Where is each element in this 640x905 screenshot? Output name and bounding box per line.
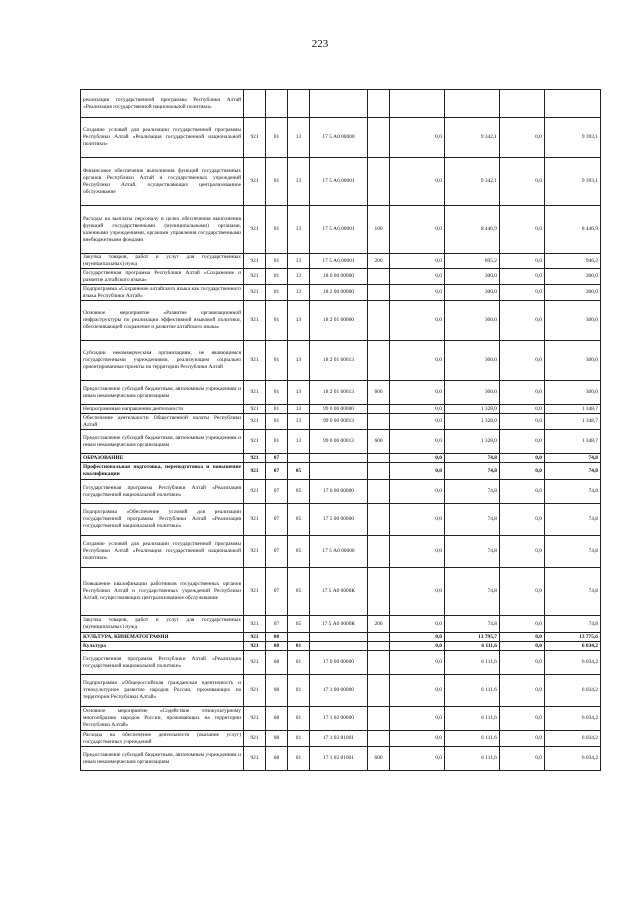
row-name-cell: Предоставление субсидий бюджетным, автономным учреждениям и иным некоммерческим организациям bbox=[81, 430, 244, 454]
amount-4-cell: 74,8 bbox=[545, 616, 601, 633]
row-name-cell: Предоставление субсидий бюджетным, автономным учреждениям и иным некоммерческим организациям bbox=[81, 381, 244, 405]
amount-4-cell: 300,0 bbox=[545, 341, 601, 381]
row-name-cell: Предоставление субсидий бюджетным, автономным учреждениям и иным некоммерческим организациям bbox=[81, 747, 244, 771]
table-row bbox=[81, 269, 601, 285]
amount-3-cell: 0,0 bbox=[500, 118, 545, 158]
expense-type-cell bbox=[368, 480, 390, 504]
ministry-code-cell: 921 bbox=[244, 651, 266, 675]
amount-4-cell: 13 775,6 bbox=[545, 633, 601, 642]
expense-type-cell: 200 bbox=[368, 616, 390, 633]
subsection-code-cell: 13 bbox=[288, 206, 310, 254]
section-code-cell: 01 bbox=[266, 405, 288, 414]
ministry-code-cell: 921 bbox=[244, 341, 266, 381]
page-number: 223 bbox=[311, 38, 329, 50]
amount-1-cell: 0,0 bbox=[390, 454, 445, 463]
section-code-cell: 01 bbox=[266, 118, 288, 158]
section-code-cell: 07 bbox=[266, 536, 288, 568]
expense-type-cell: 600 bbox=[368, 381, 390, 405]
amount-1-cell: 0,0 bbox=[390, 633, 445, 642]
subsection-code-cell: 01 bbox=[288, 747, 310, 771]
expense-type-cell bbox=[368, 731, 390, 747]
subsection-code-cell: 05 bbox=[288, 480, 310, 504]
row-name-cell: Расходы на обеспечение деятельности (оказание услуг) государственных учреждений bbox=[81, 731, 244, 747]
amount-3-cell: 0,0 bbox=[500, 707, 545, 731]
table-row bbox=[81, 405, 601, 414]
section-code-cell: 08 bbox=[266, 731, 288, 747]
amount-1-cell: 0,0 bbox=[390, 651, 445, 675]
amount-2-cell: 300,0 bbox=[445, 285, 500, 301]
subsection-code-cell: 13 bbox=[288, 341, 310, 381]
expense-type-cell: 200 bbox=[368, 254, 390, 269]
row-name-cell: Субсидии некоммерческим организациям, не являющимся государственными учреждениями, реализующим социально ориентированные проекты на территории Республики Алтай bbox=[81, 341, 244, 381]
amount-4-cell: 9 393,1 bbox=[545, 158, 601, 206]
amount-3-cell: 0,0 bbox=[500, 633, 545, 642]
amount-3-cell: 0,0 bbox=[500, 414, 545, 430]
expense-type-cell bbox=[368, 405, 390, 414]
target-article-cell: 17 5 А0 00000 bbox=[310, 536, 368, 568]
amount-1-cell: 0,0 bbox=[390, 254, 445, 269]
amount-3-cell: 0,0 bbox=[500, 480, 545, 504]
amount-2-cell: 300,0 bbox=[445, 381, 500, 405]
amount-3-cell: 0,0 bbox=[500, 504, 545, 536]
table-row bbox=[81, 381, 601, 405]
target-article-cell bbox=[310, 454, 368, 463]
ministry-code-cell bbox=[244, 90, 266, 118]
subsection-code-cell: 05 bbox=[288, 504, 310, 536]
section-code-cell: 08 bbox=[266, 642, 288, 651]
amount-4-cell: 74,8 bbox=[545, 463, 601, 480]
expense-type-cell bbox=[368, 90, 390, 118]
amount-2-cell: 74,8 bbox=[445, 504, 500, 536]
table-row bbox=[81, 651, 601, 675]
row-name-cell: Создание условий для реализации государственной программы Республики Алтай «Реализация государственной национальной политики» bbox=[81, 536, 244, 568]
ministry-code-cell: 921 bbox=[244, 707, 266, 731]
row-name-cell: КУЛЬТУРА, КИНЕМАТОГРАФИЯ bbox=[81, 633, 244, 642]
expense-type-cell bbox=[368, 269, 390, 285]
amount-2-cell bbox=[445, 90, 500, 118]
ministry-code-cell: 921 bbox=[244, 642, 266, 651]
amount-4-cell: 6 034,2 bbox=[545, 747, 601, 771]
expense-type-cell bbox=[368, 504, 390, 536]
target-article-cell bbox=[310, 642, 368, 651]
amount-4-cell: 9 393,1 bbox=[545, 118, 601, 158]
table-row bbox=[81, 285, 601, 301]
row-name-cell: Основное мероприятие «Содействие этнокультурному многообразию народов России, проживающих на территории Республики Алтай» bbox=[81, 707, 244, 731]
table-row bbox=[81, 206, 601, 254]
amount-2-cell: 6 111,6 bbox=[445, 675, 500, 707]
ministry-code-cell: 921 bbox=[244, 118, 266, 158]
amount-4-cell: 8 446,9 bbox=[545, 206, 601, 254]
amount-1-cell: 0,0 bbox=[390, 707, 445, 731]
amount-4-cell: 74,8 bbox=[545, 480, 601, 504]
subsection-code-cell: 13 bbox=[288, 301, 310, 341]
amount-1-cell: 0,0 bbox=[390, 269, 445, 285]
amount-1-cell: 0,0 bbox=[390, 616, 445, 633]
amount-2-cell: 6 111,6 bbox=[445, 707, 500, 731]
amount-4-cell: 6 034,2 bbox=[545, 642, 601, 651]
amount-1-cell: 0,0 bbox=[390, 536, 445, 568]
section-code-cell: 07 bbox=[266, 480, 288, 504]
expense-type-cell bbox=[368, 675, 390, 707]
ministry-code-cell: 921 bbox=[244, 675, 266, 707]
amount-2-cell: 74,8 bbox=[445, 480, 500, 504]
target-article-cell: 18 2 00 00000 bbox=[310, 285, 368, 301]
amount-2-cell: 895,2 bbox=[445, 254, 500, 269]
section-code-cell: 01 bbox=[266, 206, 288, 254]
table-row bbox=[81, 158, 601, 206]
target-article-cell: 17 5 А0 0000К bbox=[310, 568, 368, 616]
section-code-cell bbox=[266, 90, 288, 118]
row-name-cell: Непрограммные направления деятельности bbox=[81, 405, 244, 414]
row-name-cell: Основное мероприятие «Развитие организационной инфраструктуры по реализации эффективной языковой политики, обеспечивающей сохранение и развитие алтайского языка» bbox=[81, 301, 244, 341]
target-article-cell: 99 0 00 00013 bbox=[310, 430, 368, 454]
amount-4-cell: 6 034,2 bbox=[545, 651, 601, 675]
expense-type-cell: 600 bbox=[368, 430, 390, 454]
amount-4-cell: 6 034,2 bbox=[545, 675, 601, 707]
amount-1-cell: 0,0 bbox=[390, 747, 445, 771]
section-code-cell: 01 bbox=[266, 285, 288, 301]
amount-2-cell: 6 111,6 bbox=[445, 651, 500, 675]
amount-1-cell: 0,0 bbox=[390, 414, 445, 430]
amount-1-cell: 0,0 bbox=[390, 405, 445, 414]
expense-type-cell bbox=[368, 463, 390, 480]
amount-3-cell: 0,0 bbox=[500, 454, 545, 463]
amount-4-cell: 74,8 bbox=[545, 568, 601, 616]
target-article-cell bbox=[310, 463, 368, 480]
row-name-cell: Государственная программа Республики Алтай «Реализация государственной национальной политики» bbox=[81, 480, 244, 504]
expense-type-cell bbox=[368, 118, 390, 158]
amount-1-cell: 0,0 bbox=[390, 731, 445, 747]
amount-2-cell: 300,0 bbox=[445, 269, 500, 285]
target-article-cell: 17 5 А0 00001 bbox=[310, 206, 368, 254]
amount-2-cell: 74,8 bbox=[445, 616, 500, 633]
expense-type-cell bbox=[368, 536, 390, 568]
subsection-code-cell bbox=[288, 633, 310, 642]
section-code-cell: 08 bbox=[266, 675, 288, 707]
row-name-cell: Обеспечение деятельности Общественной палаты Республики Алтай bbox=[81, 414, 244, 430]
target-article-cell: 18 2 01 00000 bbox=[310, 301, 368, 341]
target-article-cell: 17 1 02 81001 bbox=[310, 747, 368, 771]
section-code-cell: 08 bbox=[266, 633, 288, 642]
amount-3-cell: 0,0 bbox=[500, 568, 545, 616]
subsection-code-cell bbox=[288, 90, 310, 118]
table-row bbox=[81, 430, 601, 454]
amount-3-cell: 0,0 bbox=[500, 341, 545, 381]
amount-2-cell: 1 328,0 bbox=[445, 405, 500, 414]
table-row bbox=[81, 414, 601, 430]
target-article-cell: 18 0 00 00000 bbox=[310, 269, 368, 285]
amount-3-cell: 0,0 bbox=[500, 651, 545, 675]
ministry-code-cell: 921 bbox=[244, 633, 266, 642]
amount-3-cell: 0,0 bbox=[500, 642, 545, 651]
section-code-cell: 01 bbox=[266, 430, 288, 454]
table-row bbox=[81, 463, 601, 480]
amount-4-cell: 74,8 bbox=[545, 504, 601, 536]
row-name-cell: Закупка товаров, работ и услуг для государственных (муниципальных) нужд bbox=[81, 254, 244, 269]
subsection-code-cell: 13 bbox=[288, 269, 310, 285]
subsection-code-cell bbox=[288, 454, 310, 463]
section-code-cell: 07 bbox=[266, 568, 288, 616]
amount-1-cell: 0,0 bbox=[390, 206, 445, 254]
amount-3-cell: 0,0 bbox=[500, 405, 545, 414]
table-row bbox=[81, 731, 601, 747]
amount-3-cell: 0,0 bbox=[500, 747, 545, 771]
row-name-cell: ОБРАЗОВАНИЕ bbox=[81, 454, 244, 463]
table-row bbox=[81, 568, 601, 616]
expense-type-cell bbox=[368, 341, 390, 381]
amount-4-cell: 300,0 bbox=[545, 285, 601, 301]
table-row bbox=[81, 118, 601, 158]
amount-2-cell: 13 795,7 bbox=[445, 633, 500, 642]
subsection-code-cell: 01 bbox=[288, 731, 310, 747]
amount-2-cell: 74,8 bbox=[445, 536, 500, 568]
row-name-cell: реализации государственной программы Республики Алтай «Реализация государственной национальной политики» bbox=[81, 90, 244, 118]
amount-4-cell: 74,8 bbox=[545, 536, 601, 568]
table-row bbox=[81, 642, 601, 651]
amount-2-cell: 300,0 bbox=[445, 301, 500, 341]
section-code-cell: 08 bbox=[266, 707, 288, 731]
subsection-code-cell: 01 bbox=[288, 651, 310, 675]
expense-type-cell bbox=[368, 707, 390, 731]
ministry-code-cell: 921 bbox=[244, 158, 266, 206]
amount-4-cell: 6 034,2 bbox=[545, 731, 601, 747]
amount-3-cell: 0,0 bbox=[500, 463, 545, 480]
ministry-code-cell: 921 bbox=[244, 616, 266, 633]
target-article-cell: 99 0 00 00013 bbox=[310, 414, 368, 430]
amount-3-cell: 0,0 bbox=[500, 269, 545, 285]
section-code-cell: 08 bbox=[266, 651, 288, 675]
subsection-code-cell: 01 bbox=[288, 707, 310, 731]
table-row bbox=[81, 675, 601, 707]
ministry-code-cell: 921 bbox=[244, 381, 266, 405]
subsection-code-cell: 13 bbox=[288, 285, 310, 301]
target-article-cell: 18 2 01 60013 bbox=[310, 381, 368, 405]
expense-type-cell: 600 bbox=[368, 747, 390, 771]
ministry-code-cell: 921 bbox=[244, 463, 266, 480]
amount-3-cell: 0,0 bbox=[500, 675, 545, 707]
ministry-code-cell: 921 bbox=[244, 285, 266, 301]
row-name-cell: Подпрограмма «Общероссийская гражданская идентичность и этнокультурное развитие народов России, проживающих на территории Республики Алтай» bbox=[81, 675, 244, 707]
amount-2-cell: 6 111,6 bbox=[445, 642, 500, 651]
table-row bbox=[81, 536, 601, 568]
section-code-cell: 01 bbox=[266, 341, 288, 381]
amount-4-cell: 300,0 bbox=[545, 269, 601, 285]
amount-2-cell: 1 328,0 bbox=[445, 414, 500, 430]
amount-1-cell: 0,0 bbox=[390, 341, 445, 381]
amount-3-cell: 0,0 bbox=[500, 731, 545, 747]
target-article-cell: 18 2 01 60013 bbox=[310, 341, 368, 381]
row-name-cell: Культура bbox=[81, 642, 244, 651]
amount-2-cell: 74,8 bbox=[445, 454, 500, 463]
target-article-cell: 17 0 00 00000 bbox=[310, 651, 368, 675]
target-article-cell: 17 1 00 00000 bbox=[310, 675, 368, 707]
subsection-code-cell: 01 bbox=[288, 675, 310, 707]
row-name-cell: Государственная программа Республики Алтай «Реализация государственной национальной политики» bbox=[81, 651, 244, 675]
amount-4-cell: 74,8 bbox=[545, 454, 601, 463]
amount-3-cell: 0,0 bbox=[500, 430, 545, 454]
ministry-code-cell: 921 bbox=[244, 206, 266, 254]
ministry-code-cell: 921 bbox=[244, 480, 266, 504]
table-row bbox=[81, 747, 601, 771]
amount-2-cell: 6 111,6 bbox=[445, 747, 500, 771]
section-code-cell: 08 bbox=[266, 747, 288, 771]
amount-3-cell: 0,0 bbox=[500, 381, 545, 405]
table-row bbox=[81, 480, 601, 504]
amount-1-cell: 0,0 bbox=[390, 118, 445, 158]
amount-3-cell: 0,0 bbox=[500, 285, 545, 301]
amount-2-cell: 1 328,0 bbox=[445, 430, 500, 454]
ministry-code-cell: 921 bbox=[244, 536, 266, 568]
target-article-cell: 17 5 А0 0000К bbox=[310, 616, 368, 633]
section-code-cell: 01 bbox=[266, 254, 288, 269]
section-code-cell: 01 bbox=[266, 381, 288, 405]
row-name-cell: Расходы на выплаты персоналу в целях обеспечения выполнения функций государственными (муниципальными) органами, казенными учреждениями, органами управления государственными внебюджетными фондами bbox=[81, 206, 244, 254]
subsection-code-cell: 13 bbox=[288, 414, 310, 430]
expense-type-cell bbox=[368, 454, 390, 463]
amount-3-cell: 0,0 bbox=[500, 301, 545, 341]
amount-2-cell: 9 342,1 bbox=[445, 118, 500, 158]
amount-4-cell: 300,0 bbox=[545, 301, 601, 341]
target-article-cell: 17 1 02 81001 bbox=[310, 731, 368, 747]
expense-type-cell bbox=[368, 158, 390, 206]
amount-2-cell: 8 446,9 bbox=[445, 206, 500, 254]
expense-type-cell bbox=[368, 642, 390, 651]
table-row bbox=[81, 504, 601, 536]
ministry-code-cell: 921 bbox=[244, 504, 266, 536]
ministry-code-cell: 921 bbox=[244, 301, 266, 341]
amount-2-cell: 74,8 bbox=[445, 568, 500, 616]
ministry-code-cell: 921 bbox=[244, 269, 266, 285]
table-row bbox=[81, 90, 601, 118]
section-code-cell: 01 bbox=[266, 414, 288, 430]
table-row bbox=[81, 301, 601, 341]
subsection-code-cell: 13 bbox=[288, 158, 310, 206]
amount-1-cell: 0,0 bbox=[390, 568, 445, 616]
ministry-code-cell: 921 bbox=[244, 568, 266, 616]
section-code-cell: 01 bbox=[266, 269, 288, 285]
target-article-cell bbox=[310, 90, 368, 118]
section-code-cell: 01 bbox=[266, 158, 288, 206]
ministry-code-cell: 921 bbox=[244, 405, 266, 414]
table-row bbox=[81, 707, 601, 731]
amount-1-cell: 0,0 bbox=[390, 463, 445, 480]
amount-3-cell: 0,0 bbox=[500, 158, 545, 206]
amount-1-cell: 0,0 bbox=[390, 301, 445, 341]
subsection-code-cell: 13 bbox=[288, 405, 310, 414]
amount-1-cell: 0,0 bbox=[390, 642, 445, 651]
target-article-cell: 17 5 00 00000 bbox=[310, 504, 368, 536]
expense-type-cell bbox=[368, 633, 390, 642]
expense-type-cell bbox=[368, 568, 390, 616]
target-article-cell: 99 0 00 00000 bbox=[310, 405, 368, 414]
row-name-cell: Профессиональная подготовка, переподготовка и повышение квалификации bbox=[81, 463, 244, 480]
row-name-cell: Подпрограмма «Сохранение алтайского языка как государственного языка Республики Алтай» bbox=[81, 285, 244, 301]
amount-3-cell: 0,0 bbox=[500, 616, 545, 633]
amount-1-cell: 0,0 bbox=[390, 285, 445, 301]
amount-2-cell: 6 111,6 bbox=[445, 731, 500, 747]
row-name-cell: Подпрограмма «Обеспечение условий для реализации государственной программы Республики Алтай «Реализация государственной национальной политики» bbox=[81, 504, 244, 536]
row-name-cell: Повышение квалификации работников государственных органов Республики Алтай и государственных учреждений Республики Алтай, осуществляющих централизованное обслуживание bbox=[81, 568, 244, 616]
subsection-code-cell: 13 bbox=[288, 430, 310, 454]
budget-table bbox=[80, 89, 601, 771]
amount-1-cell: 0,0 bbox=[390, 675, 445, 707]
row-name-cell: Закупка товаров, работ и услуг для государственных (муниципальных) нужд bbox=[81, 616, 244, 633]
amount-2-cell: 9 342,1 bbox=[445, 158, 500, 206]
expense-type-cell bbox=[368, 285, 390, 301]
target-article-cell: 17 1 02 00000 bbox=[310, 707, 368, 731]
row-name-cell: Финансовое обеспечение выполнения функций государственных органов Республики Алтай и государственных учреждений Республики Алтай, осуществляющих централизованное обслуживание bbox=[81, 158, 244, 206]
amount-4-cell: 1 348,7 bbox=[545, 405, 601, 414]
amount-1-cell: 0,0 bbox=[390, 480, 445, 504]
amount-2-cell: 300,0 bbox=[445, 341, 500, 381]
table-row bbox=[81, 454, 601, 463]
amount-1-cell: 0,0 bbox=[390, 504, 445, 536]
amount-4-cell: 946,2 bbox=[545, 254, 601, 269]
amount-2-cell: 74,8 bbox=[445, 463, 500, 480]
target-article-cell: 17 5 А0 00001 bbox=[310, 254, 368, 269]
subsection-code-cell: 05 bbox=[288, 616, 310, 633]
ministry-code-cell: 921 bbox=[244, 430, 266, 454]
ministry-code-cell: 921 bbox=[244, 731, 266, 747]
amount-4-cell bbox=[545, 90, 601, 118]
amount-1-cell: 0,0 bbox=[390, 430, 445, 454]
table-row bbox=[81, 616, 601, 633]
amount-4-cell: 1 348,7 bbox=[545, 414, 601, 430]
amount-4-cell: 6 034,2 bbox=[545, 707, 601, 731]
section-code-cell: 07 bbox=[266, 463, 288, 480]
subsection-code-cell: 13 bbox=[288, 381, 310, 405]
ministry-code-cell: 921 bbox=[244, 254, 266, 269]
ministry-code-cell: 921 bbox=[244, 747, 266, 771]
amount-4-cell: 1 348,7 bbox=[545, 430, 601, 454]
expense-type-cell bbox=[368, 414, 390, 430]
amount-3-cell bbox=[500, 90, 545, 118]
subsection-code-cell: 01 bbox=[288, 642, 310, 651]
target-article-cell bbox=[310, 633, 368, 642]
expense-type-cell bbox=[368, 651, 390, 675]
subsection-code-cell: 05 bbox=[288, 536, 310, 568]
amount-1-cell: 0,0 bbox=[390, 158, 445, 206]
target-article-cell: 17 0 00 00000 bbox=[310, 480, 368, 504]
subsection-code-cell: 13 bbox=[288, 118, 310, 158]
section-code-cell: 07 bbox=[266, 504, 288, 536]
amount-4-cell: 300,0 bbox=[545, 381, 601, 405]
section-code-cell: 07 bbox=[266, 616, 288, 633]
target-article-cell: 17 5 А0 00001 bbox=[310, 158, 368, 206]
subsection-code-cell: 05 bbox=[288, 463, 310, 480]
target-article-cell: 17 5 А0 00000 bbox=[310, 118, 368, 158]
subsection-code-cell: 13 bbox=[288, 254, 310, 269]
ministry-code-cell: 921 bbox=[244, 414, 266, 430]
amount-1-cell: 0,0 bbox=[390, 381, 445, 405]
subsection-code-cell: 05 bbox=[288, 568, 310, 616]
ministry-code-cell: 921 bbox=[244, 454, 266, 463]
amount-1-cell bbox=[390, 90, 445, 118]
table-row bbox=[81, 341, 601, 381]
row-name-cell: Государственная программа Республики Алтай «Сохранение и развитие алтайского языка» bbox=[81, 269, 244, 285]
table-row bbox=[81, 254, 601, 269]
section-code-cell: 07 bbox=[266, 454, 288, 463]
amount-3-cell: 0,0 bbox=[500, 536, 545, 568]
amount-3-cell: 0,0 bbox=[500, 206, 545, 254]
expense-type-cell bbox=[368, 301, 390, 341]
expense-type-cell: 100 bbox=[368, 206, 390, 254]
section-code-cell: 01 bbox=[266, 301, 288, 341]
table-row bbox=[81, 633, 601, 642]
row-name-cell: Создание условий для реализации государственной программы Республики Алтай «Реализация государственной национальной политики» bbox=[81, 118, 244, 158]
amount-3-cell: 0,0 bbox=[500, 254, 545, 269]
